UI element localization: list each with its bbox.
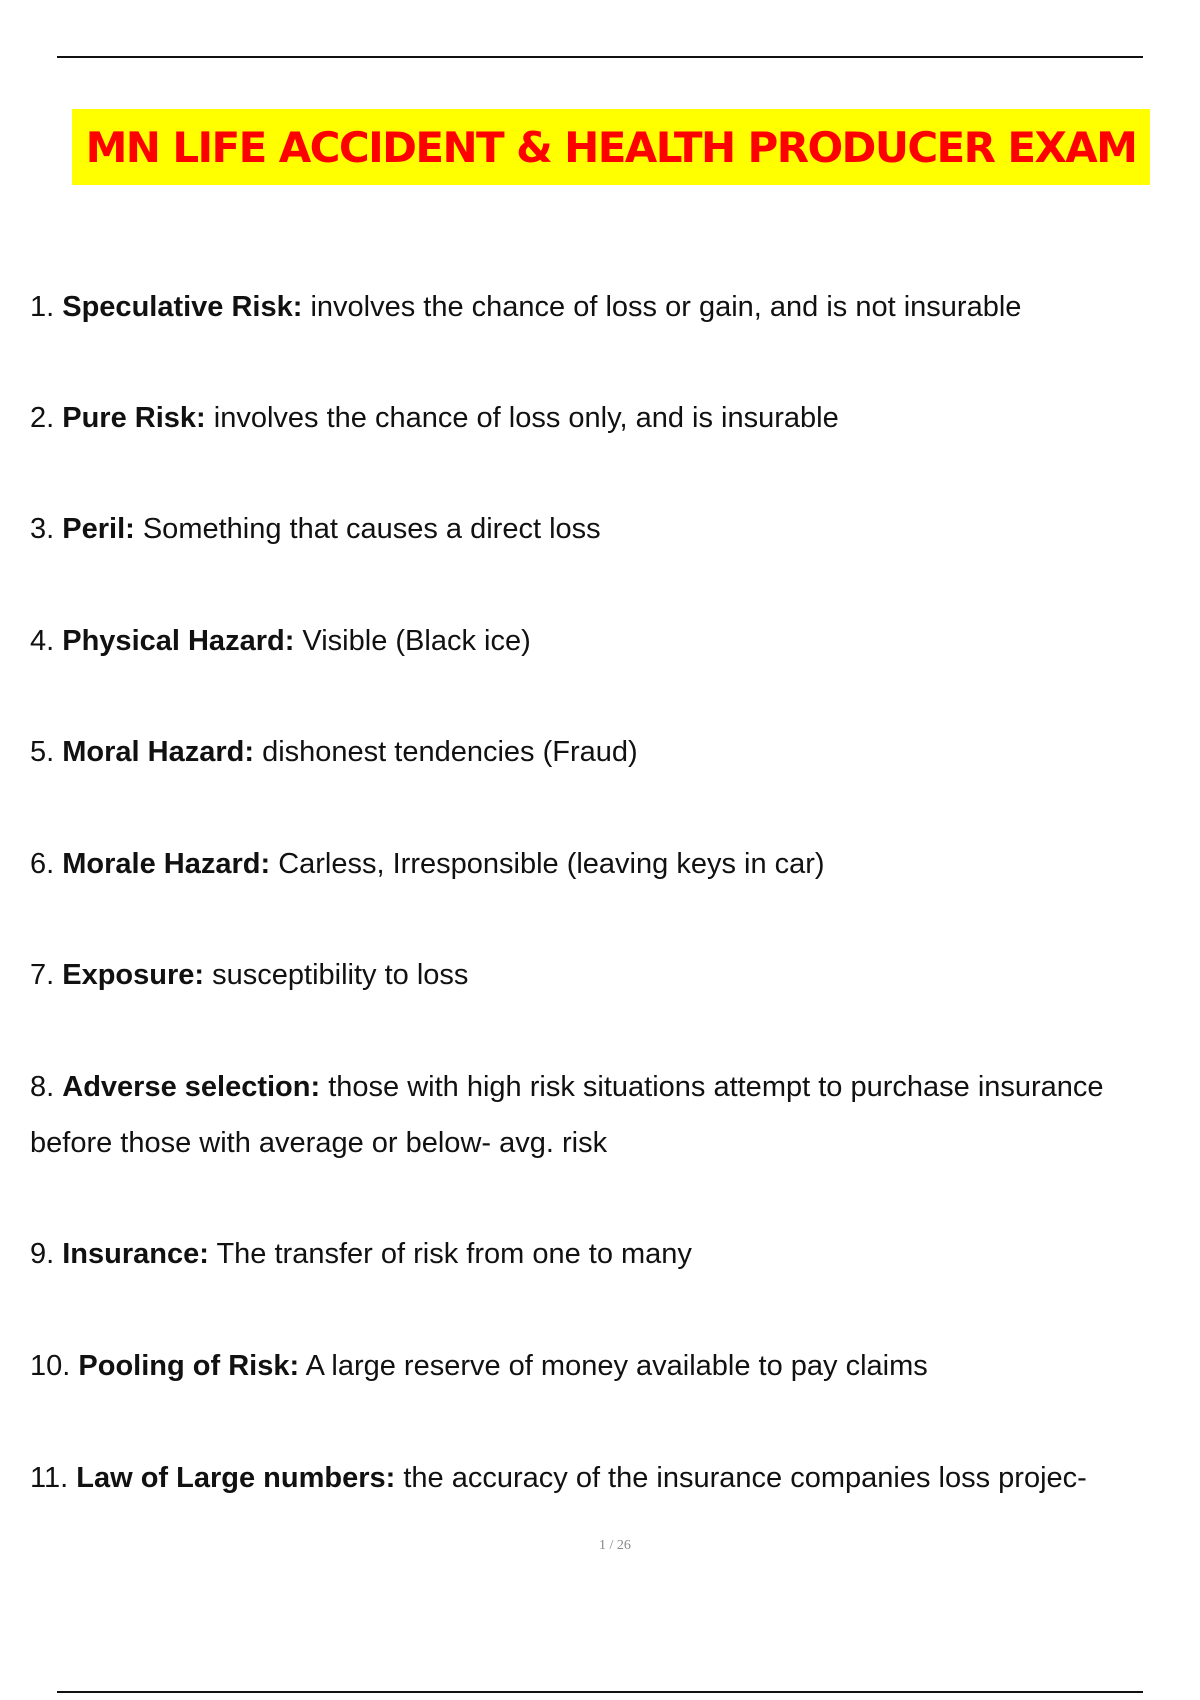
document-title: MN LIFE ACCIDENT & HEALTH PRODUCER EXAM <box>85 122 1137 172</box>
item-number: 5. <box>30 736 55 768</box>
definitions-list <box>30 0 1200 1700</box>
item-term: Speculative Risk: <box>62 291 303 323</box>
item-definition: involves the chance of loss or gain, and is not insurable <box>310 291 1022 323</box>
item-term: Physical Hazard: <box>62 625 295 657</box>
item-term: Morale Hazard: <box>62 848 271 880</box>
item-number: 4. <box>30 625 55 657</box>
item-number: 3. <box>30 513 55 545</box>
item-term: Pure Risk: <box>62 402 206 434</box>
list-item <box>30 1450 1200 1506</box>
list-item <box>30 390 1200 446</box>
item-term: Moral Hazard: <box>62 736 255 768</box>
list-item <box>30 947 1200 1003</box>
bottom-rule <box>57 1691 1143 1693</box>
item-number: 1. <box>30 291 55 323</box>
page-indicator: 1 / 26 <box>599 1538 631 1553</box>
list-item <box>30 1059 1200 1171</box>
item-term: Insurance: <box>62 1238 209 1270</box>
item-definition: the accuracy of the insurance companies loss projec- <box>403 1462 1087 1494</box>
item-definition: Something that causes a direct loss <box>142 513 601 545</box>
item-term: Law of Large numbers: <box>76 1462 396 1494</box>
item-number: 10. <box>30 1350 71 1382</box>
item-term: Peril: <box>62 513 135 545</box>
list-item <box>30 501 1200 557</box>
list-item <box>30 836 1200 892</box>
item-definition: dishonest tendencies (Fraud) <box>262 736 638 768</box>
item-term: Adverse selection: <box>62 1071 321 1103</box>
list-item <box>30 279 1200 335</box>
item-definition: Carless, Irresponsible (leaving keys in car) <box>278 848 825 880</box>
list-item <box>30 1226 1200 1282</box>
item-number: 9. <box>30 1238 55 1270</box>
list-item <box>30 613 1200 669</box>
item-definition: A large reserve of money available to pay claims <box>305 1350 928 1382</box>
item-number: 11. <box>30 1462 69 1494</box>
list-item <box>30 724 1200 780</box>
list-item <box>30 1338 1200 1394</box>
item-definition: susceptibility to loss <box>212 959 469 991</box>
item-term: Pooling of Risk: <box>78 1350 300 1382</box>
item-number: 6. <box>30 848 55 880</box>
item-definition: Visible (Black ice) <box>302 625 531 657</box>
item-definition: involves the chance of loss only, and is insurable <box>213 402 839 434</box>
item-number: 7. <box>30 959 55 991</box>
item-number: 8. <box>30 1071 55 1103</box>
item-definition-continuation: before those with average or below- avg. risk <box>30 1127 608 1159</box>
item-term: Exposure: <box>62 959 205 991</box>
item-definition: The transfer of risk from one to many <box>216 1238 692 1270</box>
item-definition: those with high risk situations attempt to purchase insurance <box>328 1071 1104 1103</box>
item-number: 2. <box>30 402 55 434</box>
